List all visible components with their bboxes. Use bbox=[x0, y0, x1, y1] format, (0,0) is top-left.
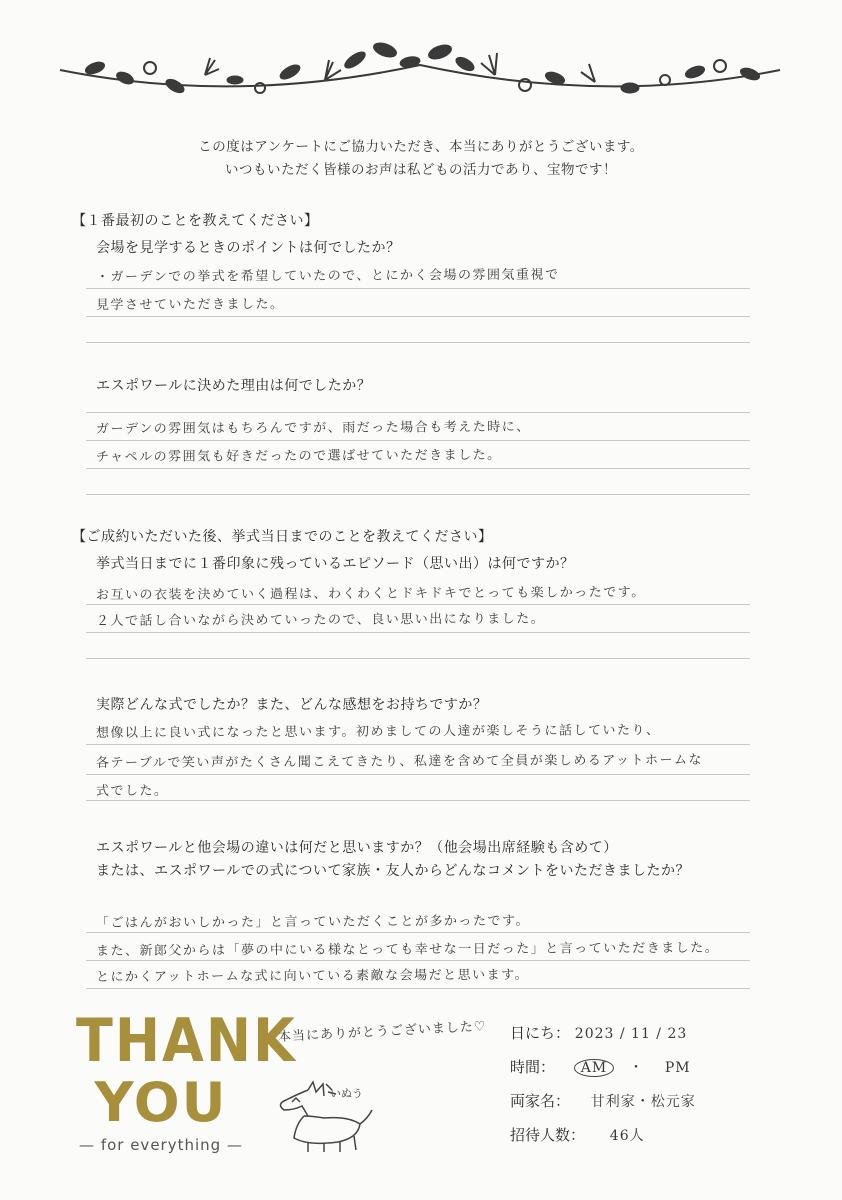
heart-icon: ♡ bbox=[473, 1019, 487, 1035]
intro-line-1: この度はアンケートにご協力いただき、本当にありがとうございます。 bbox=[198, 139, 644, 155]
answer-line: とにかくアットホームな式に向いている素敵な会場だと思います。 bbox=[95, 967, 530, 985]
time-row bbox=[510, 1056, 691, 1077]
question-differences-line-1: エスポワールと他会場の違いは何だと思いますか？（他会場出席経験も含めて） bbox=[96, 840, 618, 856]
answer-rule bbox=[86, 468, 750, 469]
answer-line: ・ガーデンでの挙式を希望していたので、とにかく会場の雰囲気重視で bbox=[95, 267, 560, 285]
for-everything-text: — for everything — bbox=[79, 1136, 243, 1154]
answer-rule bbox=[86, 632, 750, 633]
answer-rule bbox=[86, 960, 750, 961]
you-text: YOU bbox=[94, 1071, 228, 1134]
thanks-note-text: 本当にありがとうございました bbox=[277, 1019, 475, 1045]
date-label: 日にち： bbox=[510, 1024, 571, 1042]
thank-you-logo bbox=[76, 1005, 297, 1154]
handwritten-thanks-note bbox=[278, 1015, 487, 1045]
answer-rule bbox=[86, 288, 750, 289]
date-row bbox=[510, 1022, 687, 1043]
section-1-heading: 【１番最初のことを教えてください】 bbox=[72, 213, 319, 229]
answer-rule bbox=[86, 774, 750, 775]
answer-line: 見学させていただきました。 bbox=[95, 297, 285, 313]
answer-rule bbox=[86, 658, 750, 659]
answer-rule bbox=[86, 316, 750, 317]
question-impressions: 実際どんな式でしたか？また、どんな感想をお持ちですか？ bbox=[96, 697, 488, 713]
dog-doodle-icon bbox=[268, 1080, 388, 1160]
question-memorable-episode: 挙式当日までに１番印象に残っているエピソード（思い出）は何ですか？ bbox=[96, 556, 575, 572]
answer-rule bbox=[86, 412, 750, 413]
answer-line: ガーデンの雰囲気はもちろんですが、雨だった場合も考えた時に、 bbox=[95, 419, 531, 437]
section-2-heading: 【ご成約いただいた後、挙式当日までのことを教えてください】 bbox=[72, 529, 493, 545]
time-am-selected: AM bbox=[574, 1059, 614, 1077]
time-pm: PM bbox=[664, 1060, 691, 1076]
answer-rule bbox=[86, 744, 750, 745]
dog-label: いぬう bbox=[330, 1087, 363, 1100]
families-value: 甘利家・松元家 bbox=[590, 1094, 696, 1110]
answer-rule bbox=[86, 988, 750, 989]
answer-rule bbox=[86, 342, 750, 343]
floral-garland-decoration bbox=[55, 30, 785, 110]
question-reason-for-choice: エスポワールに決めた理由は何でしたか？ bbox=[96, 378, 372, 394]
answer-line: 式でした。 bbox=[95, 783, 169, 799]
answer-line: お互いの衣装を決めていく過程は、わくわくとドキドキでとっても楽しかったです。 bbox=[95, 585, 646, 603]
question-viewing-point: 会場を見学するときのポイントは何でしたか？ bbox=[96, 240, 401, 256]
answer-line: 「ごはんがおいしかった」と言っていただくことが多かったです。 bbox=[95, 913, 531, 931]
answer-rule bbox=[86, 800, 750, 801]
answer-line: また、新郎父からは「夢の中にいる様なとっても幸せな一日だった」と言っていただきました。 bbox=[95, 940, 720, 959]
thank-text: THANK bbox=[76, 1005, 297, 1076]
answer-rule bbox=[86, 494, 750, 495]
answer-line: 各テーブルで笑い声がたくさん聞こえてきたり、私達を含めて全員が楽しめるアットホームな bbox=[95, 752, 703, 771]
answer-line: チャペルの雰囲気も好きだったので選ばせていただきました。 bbox=[95, 447, 502, 465]
families-row bbox=[510, 1090, 696, 1111]
guests-label: 招待人数： bbox=[510, 1126, 586, 1144]
answer-line: ２人で話し合いながら決めていったので、良い思い出になりました。 bbox=[95, 611, 546, 629]
families-label: 両家名： bbox=[510, 1092, 571, 1110]
answer-line: 想像以上に良い式になったと思います。初めましての人達が楽しそうに話していたり、 bbox=[95, 723, 661, 741]
guests-row bbox=[510, 1124, 645, 1145]
time-label: 時間： bbox=[510, 1058, 556, 1076]
answer-rule bbox=[86, 604, 750, 605]
date-value: 2023 / 11 / 23 bbox=[574, 1026, 688, 1042]
question-differences-line-2: または、エスポワールでの式について家族・友人からどんなコメントをいただきましたか？ bbox=[96, 863, 690, 879]
guests-value: 46人 bbox=[609, 1128, 645, 1144]
answer-rule bbox=[86, 440, 750, 441]
time-separator: ・ bbox=[629, 1060, 645, 1076]
intro-line-2: いつもいただく皆様のお声は私どもの活力であり、宝物です！ bbox=[225, 162, 617, 178]
answer-rule bbox=[86, 932, 750, 933]
